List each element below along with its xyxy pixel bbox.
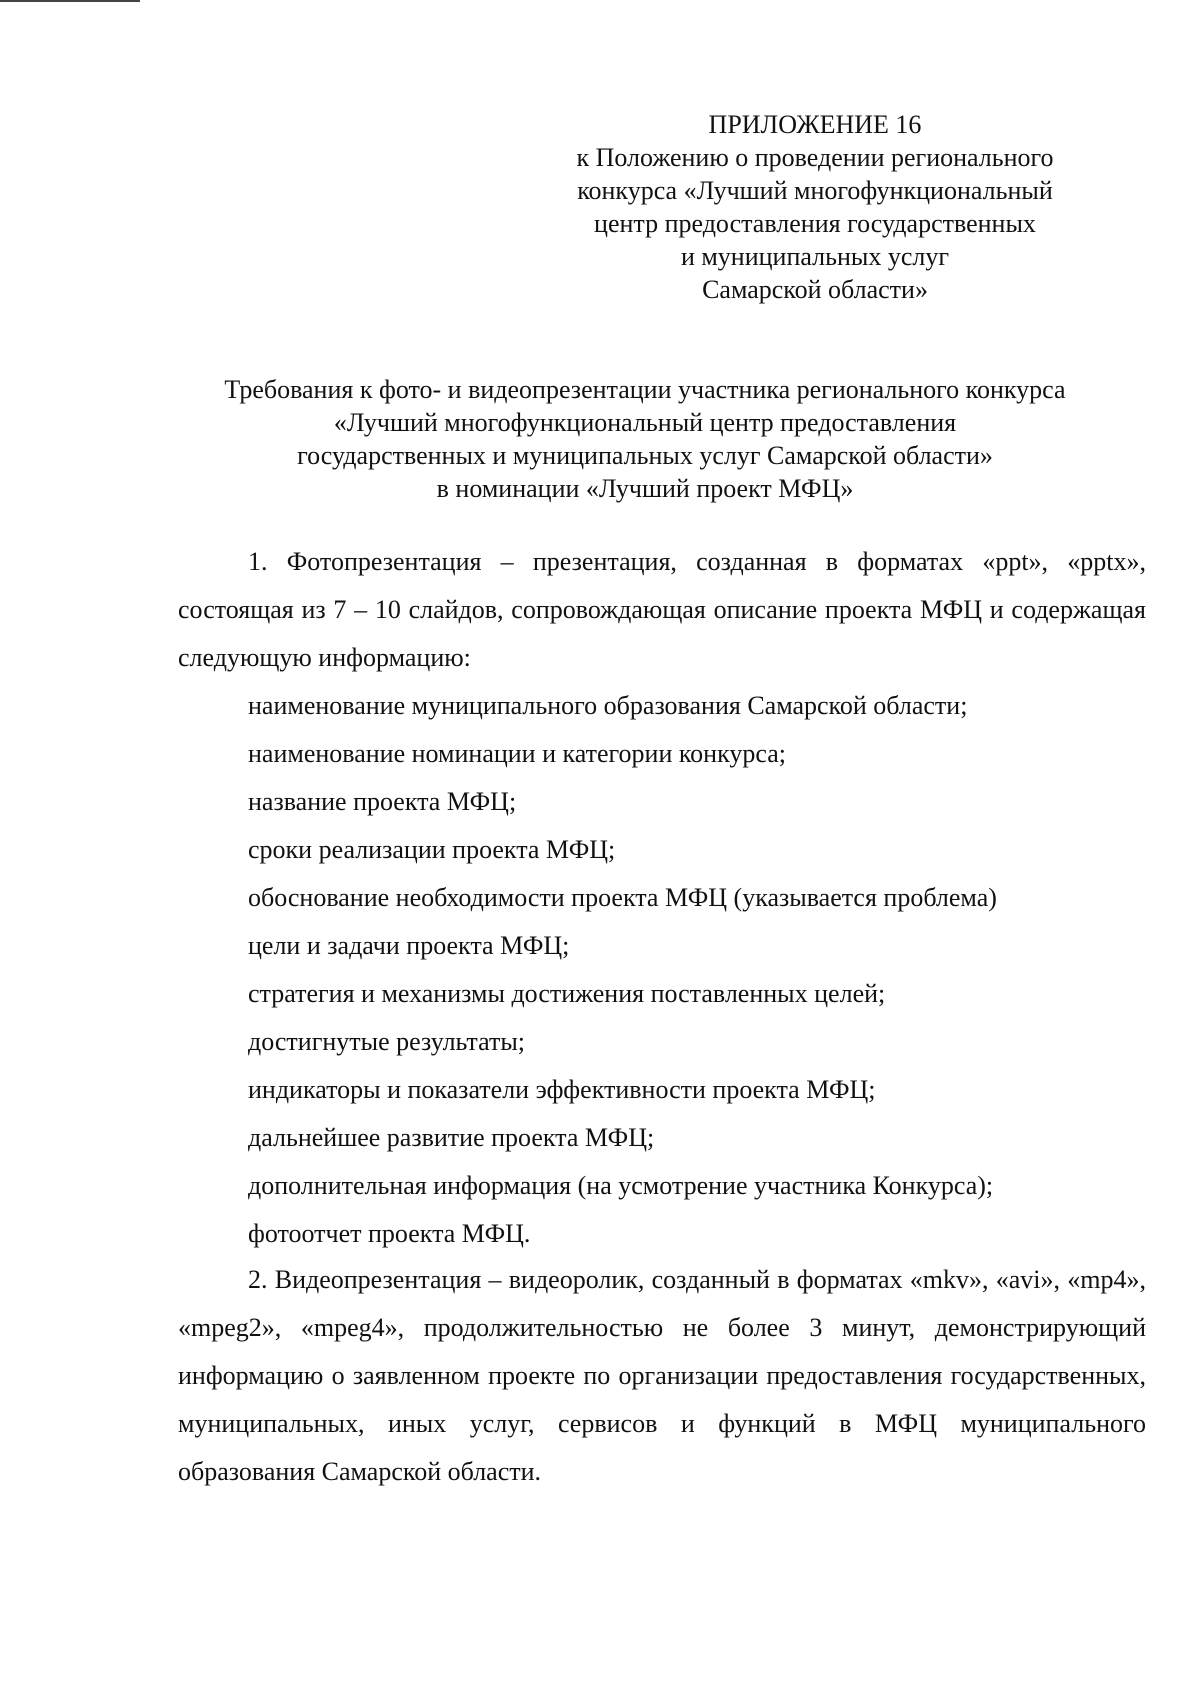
- section-2: [178, 1256, 1146, 1496]
- section-1-list: [178, 682, 1146, 1258]
- list-item: индикаторы и показатели эффективности проекта МФЦ;: [248, 1075, 876, 1104]
- scan-edge-line: [0, 0, 140, 2]
- section-1: [178, 538, 1146, 682]
- appendix-line: Самарской области»: [702, 275, 928, 304]
- requirements-title-line: «Лучший многофункциональный центр предоставления: [333, 408, 957, 437]
- requirements-title-line: Требования к фото- и видеопрезентации участника регионального конкурса: [224, 375, 1066, 404]
- list-item: цели и задачи проекта МФЦ;: [248, 931, 570, 960]
- appendix-line: конкурса «Лучший многофункциональный: [577, 176, 1053, 205]
- section-2-paragraph: 2. Видеопрезентация – видеоролик, созданный в форматах «mkv», «avi», «mp4», «mpeg2», «mpeg4», продолжительностью не более 3 минут, демонстрирующий информацию о заявленном проекте по организации предоставления государственных, муниципальных, иных услуг, сервисов и функций в МФЦ муниципального образования Самарской области.: [178, 1265, 1146, 1486]
- list-item: обоснование необходимости проекта МФЦ (указывается проблема): [248, 883, 997, 912]
- list-item: фотоотчет проекта МФЦ.: [248, 1219, 531, 1248]
- appendix-line: центр предоставления государственных: [594, 209, 1036, 238]
- list-item: название проекта МФЦ;: [248, 787, 517, 816]
- requirements-title-line: государственных и муниципальных услуг Самарской области»: [297, 441, 993, 470]
- appendix-header: [520, 108, 1110, 306]
- section-1-paragraph: 1. Фотопрезентация – презентация, созданная в форматах «ppt», «pptx», состоящая из 7 – 10 слайдов, сопровождающая описание проекта МФЦ и содержащая следующую информацию:: [178, 547, 1146, 672]
- list-item: дополнительная информация (на усмотрение участника Конкурса);: [248, 1171, 994, 1200]
- list-item: наименование муниципального образования Самарской области;: [248, 691, 968, 720]
- appendix-line: к Положению о проведении регионального: [576, 143, 1054, 172]
- list-item: наименование номинации и категории конкурса;: [248, 739, 786, 768]
- list-item: стратегия и механизмы достижения поставленных целей;: [248, 979, 886, 1008]
- list-item: достигнутые результаты;: [248, 1027, 526, 1056]
- appendix-title: ПРИЛОЖЕНИЕ 16: [708, 110, 922, 139]
- list-item: сроки реализации проекта МФЦ;: [248, 835, 616, 864]
- appendix-line: и муниципальных услуг: [680, 242, 950, 271]
- requirements-title-line: в номинации «Лучший проект МФЦ»: [436, 474, 854, 503]
- requirements-title: [170, 373, 1120, 505]
- list-item: дальнейшее развитие проекта МФЦ;: [248, 1123, 655, 1152]
